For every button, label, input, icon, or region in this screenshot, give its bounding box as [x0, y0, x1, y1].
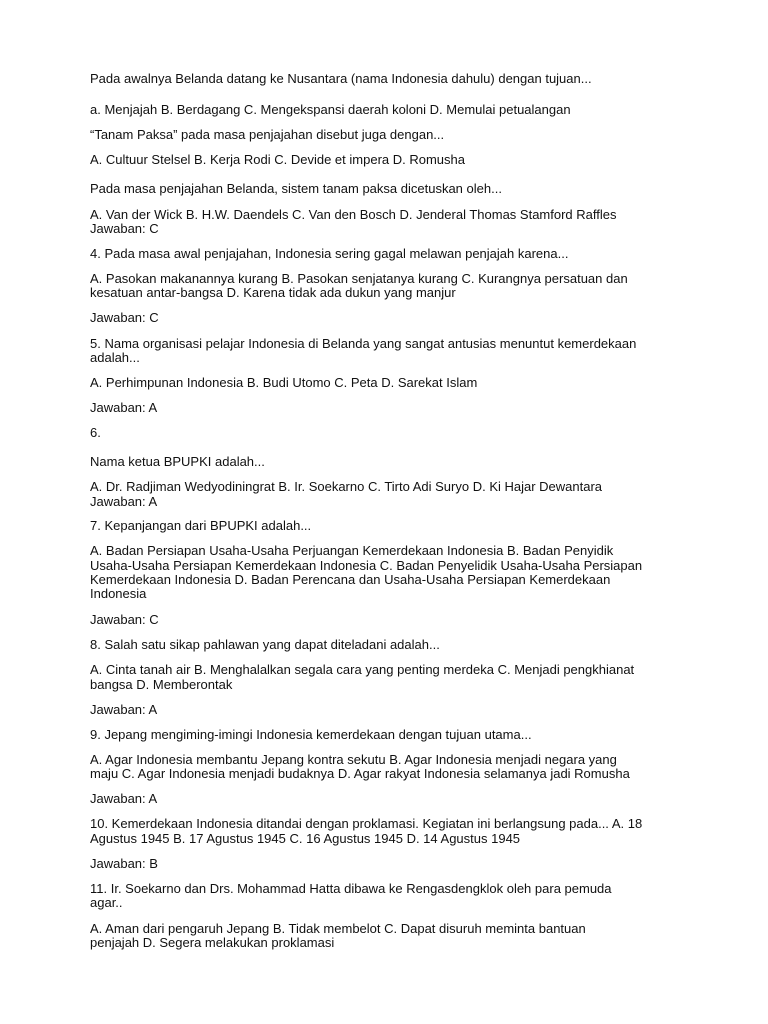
text-line-q10-answer: Jawaban: B [90, 856, 158, 871]
text-line-q7-options: Kemerdekaan Indonesia D. Badan Perencana dan Usaha-Usaha Persiapan Kemerdekaan [90, 572, 611, 587]
text-line-q8-options: A. Cinta tanah air B. Menghalalkan segala cara yang penting merdeka C. Menjadi pengkhianat [90, 662, 635, 677]
text-line-q11-options: A. Aman dari pengaruh Jepang B. Tidak membelot C. Dapat disuruh meminta bantuan [90, 921, 586, 936]
text-line-q5-answer: Jawaban: A [90, 400, 158, 415]
text-line-q8: 8. Salah satu sikap pahlawan yang dapat diteladani adalah... [90, 637, 440, 652]
text-line-q3: Pada masa penjajahan Belanda, sistem tanam paksa dicetuskan oleh... [90, 181, 502, 196]
text-line-q1: Pada awalnya Belanda datang ke Nusantara (nama Indonesia dahulu) dengan tujuan... [90, 71, 592, 86]
text-line-q6-answer: Jawaban: A [90, 494, 158, 509]
text-line-q4-options: A. Pasokan makanannya kurang B. Pasokan senjatanya kurang C. Kurangnya persatuan dan [90, 271, 628, 286]
text-line-q11: agar.. [90, 895, 123, 910]
text-line-q5-options: A. Perhimpunan Indonesia B. Budi Utomo C. Peta D. Sarekat Islam [90, 375, 478, 390]
text-line-q3-answer: Jawaban: C [90, 221, 159, 236]
text-line-q9: 9. Jepang mengiming-imingi Indonesia kemerdekaan dengan tujuan utama... [90, 727, 532, 742]
text-line-q7-options: Indonesia [90, 586, 147, 601]
text-line-q2: “Tanam Paksa” pada masa penjajahan disebut juga dengan... [90, 127, 445, 142]
text-line-q7: 7. Kepanjangan dari BPUPKI adalah... [90, 518, 312, 533]
text-line-q9-options: maju C. Agar Indonesia menjadi budaknya D. Agar rakyat Indonesia selamanya jadi Romusha [90, 766, 630, 781]
text-line-q9-answer: Jawaban: A [90, 791, 158, 806]
text-line-q11: 11. Ir. Soekarno dan Drs. Mohammad Hatta dibawa ke Rengasdengklok oleh para pemuda [90, 881, 612, 896]
text-line-q4-options: kesatuan antar-bangsa D. Karena tidak ada dukun yang manjur [90, 285, 456, 300]
text-line-q11-options: penjajah D. Segera melakukan proklamasi [90, 935, 335, 950]
text-line-q10: 10. Kemerdekaan Indonesia ditandai dengan proklamasi. Kegiatan ini berlangsung pada... A. 18 [90, 816, 643, 831]
text-line-q3-options: A. Van der Wick B. H.W. Daendels C. Van den Bosch D. Jenderal Thomas Stamford Raffles [90, 207, 617, 222]
text-line-q8-options: bangsa D. Memberontak [90, 677, 233, 692]
text-line-q5: 5. Nama organisasi pelajar Indonesia di Belanda yang sangat antusias menuntut kemerdekaan [90, 336, 637, 351]
text-line-q7-options: A. Badan Persiapan Usaha-Usaha Perjuangan Kemerdekaan Indonesia B. Badan Penyidik [90, 543, 614, 558]
text-line-q6-options: A. Dr. Radjiman Wedyodiningrat B. Ir. Soekarno C. Tirto Adi Suryo D. Ki Hajar Dewantara [90, 479, 603, 494]
text-line-q5: adalah... [90, 350, 140, 365]
text-line-q4-answer: Jawaban: C [90, 310, 159, 325]
text-line-q9-options: A. Agar Indonesia membantu Jepang kontra sekutu B. Agar Indonesia menjadi negara yang [90, 752, 617, 767]
text-line-q4: 4. Pada masa awal penjajahan, Indonesia sering gagal melawan penjajah karena... [90, 246, 569, 261]
text-line-q6-number: 6. [90, 425, 101, 440]
text-line-q7-answer: Jawaban: C [90, 612, 159, 627]
text-line-q8-answer: Jawaban: A [90, 702, 158, 717]
text-line-q1-options: a. Menjajah B. Berdagang C. Mengekspansi daerah koloni D. Memulai petualangan [90, 102, 571, 117]
text-line-q6: Nama ketua BPUPKI adalah... [90, 454, 265, 469]
text-line-q10: Agustus 1945 B. 17 Agustus 1945 C. 16 Agustus 1945 D. 14 Agustus 1945 [90, 831, 521, 846]
text-line-q2-options: A. Cultuur Stelsel B. Kerja Rodi C. Devide et impera D. Romusha [90, 152, 465, 167]
text-line-q7-options: Usaha-Usaha Persiapan Kemerdekaan Indonesia C. Badan Penyelidik Usaha-Usaha Persiapan [90, 558, 643, 573]
